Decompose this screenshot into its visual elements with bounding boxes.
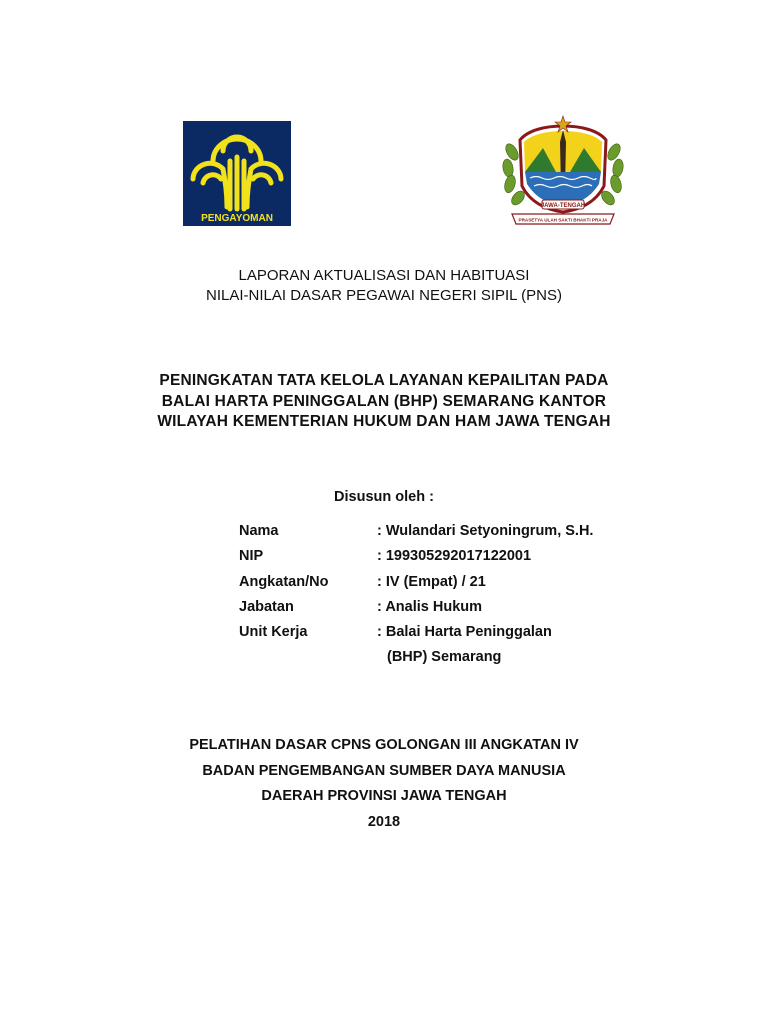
emblem-banner-text: JAWA-TENGAH [540, 203, 586, 209]
info-value-nama: : Wulandari Setyoningrum, S.H. [377, 523, 594, 539]
info-value-unit-kerja: : Balai Harta Peninggalan [377, 624, 552, 641]
author-heading: Disusun oleh : [334, 489, 434, 505]
footer-block [0, 735, 768, 837]
main-title-line-2: BALAI HARTA PENINGGALAN (BHP) SEMARANG KANTOR [161, 392, 607, 410]
report-title [0, 266, 768, 306]
info-label-angkatan: Angkatan/No [239, 573, 329, 590]
info-label-nama: Nama [239, 523, 279, 539]
pengayoman-logo [183, 121, 291, 226]
info-value-unit-kerja-cont: (BHP) Semarang [387, 649, 502, 666]
footer-line-1: PELATIHAN DASAR CPNS GOLONGAN III ANGKATAN IV [189, 737, 579, 753]
info-value-angkatan: : IV (Empat) / 21 [377, 573, 486, 590]
main-title [0, 371, 768, 433]
info-value-nip: : 199305292017122001 [377, 548, 532, 565]
info-value-jabatan: : Analis Hukum [377, 598, 483, 615]
report-title-line-1: LAPORAN AKTUALISASI DAN HABITUASI [238, 267, 530, 284]
info-label-unit-kerja: Unit Kerja [239, 624, 308, 641]
report-title-line-2: NILAI-NILAI DASAR PEGAWAI NEGERI SIPIL (PNS) [206, 287, 562, 304]
info-label-nip: NIP [239, 548, 264, 565]
emblem-motto-text: PRASETYA ULAH SAKTI BHAKTI PRAJA [518, 217, 608, 223]
jawa-tengah-emblem [498, 112, 628, 234]
footer-line-3: DAERAH PROVINSI JAWA TENGAH [261, 788, 507, 804]
pengayoman-caption: PENGAYOMAN [201, 213, 273, 224]
pengayoman-tree-icon [183, 121, 291, 226]
main-title-line-1: PENINGKATAN TATA KELOLA LAYANAN KEPAILITAN PADA [159, 372, 609, 389]
info-label-jabatan: Jabatan [239, 598, 294, 615]
main-title-line-3: WILAYAH KEMENTERIAN HUKUM DAN HAM JAWA TENGAH [157, 413, 611, 430]
jawa-tengah-emblem-icon [498, 112, 628, 234]
footer-year: 2018 [367, 813, 401, 830]
footer-line-2: BADAN PENGEMBANGAN SUMBER DAYA MANUSIA [202, 762, 566, 779]
